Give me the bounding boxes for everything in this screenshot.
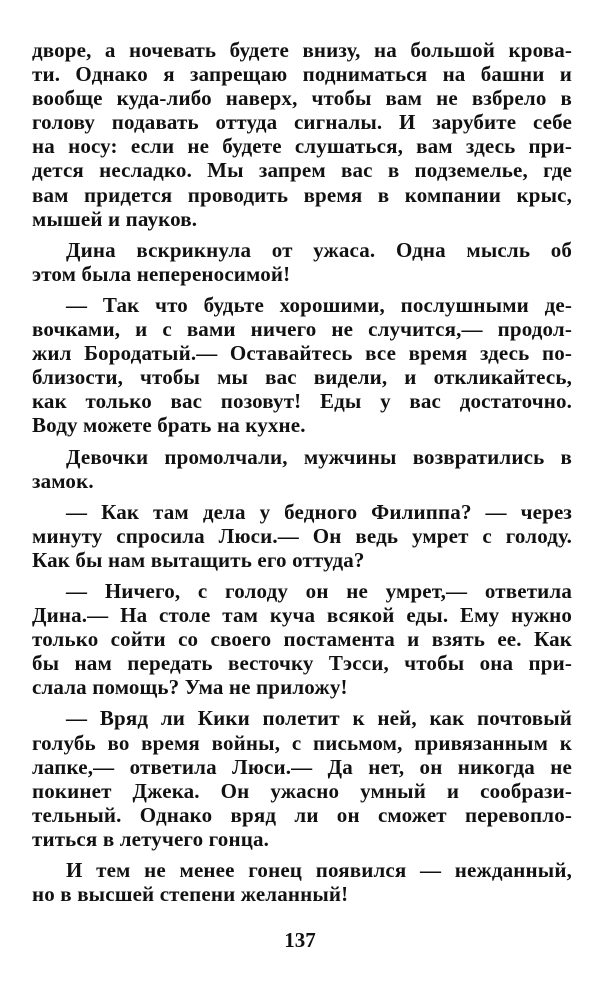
text-line: тельный. Однако вряд ли он сможет перевопло- bbox=[32, 802, 572, 827]
text-line: И тем не менее гонец появился — нежданный, bbox=[66, 858, 572, 882]
paragraph bbox=[32, 500, 572, 572]
page-number: 137 bbox=[284, 928, 316, 952]
paragraph bbox=[32, 858, 572, 906]
text-line: близости, чтобы мы вас видели, и откликайтесь, bbox=[32, 365, 572, 390]
paragraph-gap bbox=[32, 572, 572, 579]
text-line: этом была непереносимой! bbox=[32, 261, 291, 286]
paragraph bbox=[32, 579, 572, 699]
paragraph-gap bbox=[32, 438, 572, 445]
text-line: голову подавать оттуда сигналы. И зарубите себе bbox=[32, 110, 572, 135]
text-line: замок. bbox=[32, 468, 94, 493]
text-line: — Как там дела у бедного Филиппа? — через bbox=[66, 499, 572, 524]
text-line: Как бы нам вытащить его оттуда? bbox=[32, 547, 365, 572]
text-line: вам придется проводить время в компании крыс, bbox=[32, 182, 572, 207]
paragraph bbox=[32, 706, 572, 851]
text-line: Девочки промолчали, мужчины возвратились в bbox=[66, 444, 572, 469]
text-line: как только вас позовут! Еды у вас достаточно. bbox=[32, 389, 572, 414]
paragraph-gap bbox=[32, 493, 572, 500]
text-line: вочками, и с вами ничего не случится,— продол- bbox=[32, 317, 572, 342]
text-line: лапке,— ответила Люси.— Да нет, он никогда не bbox=[32, 754, 572, 779]
paragraph-gap bbox=[32, 231, 572, 238]
page-body bbox=[32, 38, 572, 906]
text-line: дворе, а ночевать будете внизу, на большой крова- bbox=[32, 38, 572, 62]
text-line: голубь во время войны, с письмом, привязанным к bbox=[32, 730, 572, 755]
text-line: только сойти со своего постамента и взять ее. Как bbox=[32, 627, 572, 652]
paragraph-gap bbox=[32, 851, 572, 858]
text-line: Дина.— На столе там куча всякой еды. Ему нужно bbox=[32, 603, 572, 628]
text-line: минуту спросила Люси.— Он ведь умрет с голоду. bbox=[32, 523, 572, 548]
paragraph bbox=[32, 38, 572, 231]
text-line: ти. Однако я запрещаю подниматься на башни и bbox=[32, 62, 572, 87]
text-line: — Так что будьте хорошими, послушными де- bbox=[66, 292, 572, 317]
text-line: дется несладко. Мы запрем вас в подземелье, где bbox=[32, 158, 572, 183]
text-line: — Вряд ли Кики полетит к ней, как почтовый bbox=[66, 706, 572, 731]
paragraph bbox=[32, 238, 572, 286]
text-line: Дина вскрикнула от ужаса. Одна мысль об bbox=[66, 237, 572, 262]
paragraph bbox=[32, 445, 572, 493]
paragraph-gap bbox=[32, 286, 572, 293]
text-line: — Ничего, с голоду он не умрет,— ответила bbox=[66, 578, 572, 603]
text-line: слала помощь? Ума не приложу! bbox=[32, 675, 348, 700]
paragraph bbox=[32, 293, 572, 438]
text-line: Воду можете брать на кухне. bbox=[32, 413, 306, 438]
text-line: покинет Джека. Он ужасно умный и сообрази- bbox=[32, 778, 572, 803]
text-line: вообще куда-либо наверх, чтобы вам не взбрело в bbox=[32, 86, 572, 111]
text-line: жил Бородатый.— Оставайтесь все время здесь по- bbox=[32, 341, 572, 366]
text-line: бы нам передать весточку Тэсси, чтобы она при- bbox=[32, 651, 572, 676]
paragraph-gap bbox=[32, 699, 572, 706]
text-line: мышей и пауков. bbox=[32, 206, 198, 231]
text-line: но в высшей степени желанный! bbox=[32, 882, 349, 907]
text-line: титься в летучего гонца. bbox=[32, 826, 269, 851]
text-line: на носу: если не будете слушаться, вам здесь при- bbox=[32, 134, 572, 159]
